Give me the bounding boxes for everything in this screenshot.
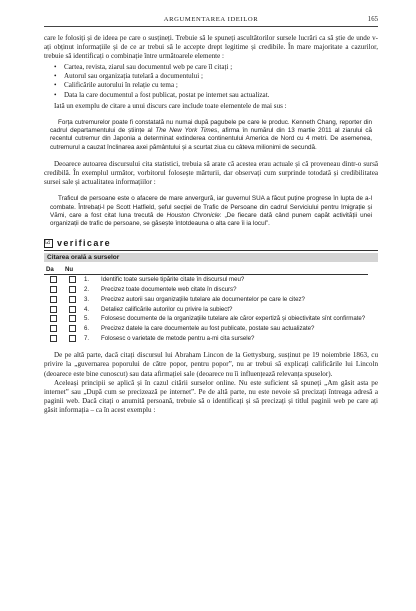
- bullet-icon: •: [54, 90, 57, 99]
- item-number: 2.: [84, 286, 90, 294]
- list-item: [54, 63, 378, 72]
- item-number: 3.: [84, 295, 90, 303]
- list-item-text: Calificările autorului în relație cu tema ;: [64, 81, 178, 90]
- table-row: [44, 275, 368, 285]
- item-text: Detaliez calificările autorilor cu privire la subiect?: [101, 305, 233, 313]
- bullet-icon: •: [54, 72, 57, 81]
- quote-text: , afirma în numărul din 13 martie 2011 al ziarului că recentul cutremur din Japonia a determinat extinderea continentului America de Nord cu 4 metri. De asemenea, cutremurul a cauzat înclinarea axei pământului și a scurtat ziua cu câteva milionimi de secundă.: [50, 127, 372, 151]
- column-nu: Nu: [63, 266, 82, 275]
- source-elements-list: [44, 63, 378, 99]
- quote-trafic: [44, 195, 378, 228]
- bullet-icon: •: [54, 63, 57, 72]
- verificare-title: verificare: [57, 238, 112, 249]
- bullet-icon: •: [54, 81, 57, 90]
- checkbox-da[interactable]: [50, 306, 57, 313]
- running-header: [44, 0, 378, 30]
- running-title: ARGUMENTAREA IDEILOR: [163, 16, 259, 23]
- quote-cutremur: [44, 119, 378, 152]
- list-item-text: Data la care documentul a fost publicat, postat pe internet sau actualizat.: [64, 90, 270, 99]
- checkbox-da[interactable]: [50, 276, 57, 283]
- checkbox-nu[interactable]: [69, 276, 76, 283]
- verificare-heading: [44, 238, 378, 248]
- checkbox-nu[interactable]: [69, 296, 76, 303]
- checkbox-da[interactable]: [50, 335, 57, 342]
- header-rule: [44, 26, 378, 27]
- list-item: [54, 81, 378, 90]
- list-item: [54, 91, 378, 100]
- item-number: 4.: [84, 305, 90, 313]
- intro-paragraph: care le folosiți și de ideea pe care o susțineți. Trebuie să le spuneți ascultătorilor sursele lucrări ca să știe de unde v-ați obținut informațiile și de ce ar trebui să le accepte drept legitime și credibile. În mare majoritate a cazurilor, trebuie să identificați o combinație între următoarele elemente :: [44, 34, 378, 61]
- list-item-text: Autorul sau organizația tutelară a documentului ;: [64, 72, 203, 81]
- verificare-rule: [44, 250, 378, 251]
- quote-source-italic: Houston Chronicle: [166, 211, 220, 219]
- table-row: [44, 295, 368, 305]
- item-number: 1.: [84, 276, 90, 284]
- checkbox-da[interactable]: [50, 286, 57, 293]
- list-item: [54, 72, 378, 81]
- checklist-subheading: Citarea orală a surselor: [44, 253, 378, 262]
- paragraph-lincoln: De pe altă parte, dacă citați discursul lui Abraham Lincon de la Gettysburg, susținut pe 19 noiembrie 1863, cu privire la „guvernarea poporului de către popor, pentru popor”, nu ar trebui să explicați calificările lui Lincoln (deoarece este bine cunoscut) sau data afirmației sale (deoarece nu îi influențează relevanța spuselor).: [44, 351, 378, 378]
- item-text: Precizez autorii sau organizațiile tutelare ale documentelor pe care le citez?: [101, 295, 305, 303]
- checkbox-da[interactable]: [50, 325, 57, 332]
- table-row: [44, 334, 368, 344]
- checkbox-da[interactable]: [50, 315, 57, 322]
- item-text: Folosesc documente de la organizațiile tutelare ale căror expertiză și obiectivitate sînt confirmate?: [101, 315, 366, 323]
- item-text: Folosesc o varietate de metode pentru a-mi cita sursele?: [101, 334, 255, 342]
- item-text: Precizez toate documentele web citate în discurs?: [101, 286, 237, 294]
- item-number: 6.: [84, 324, 90, 332]
- paragraph-online-sources: Aceleași principii se aplică și în cazul citării surselor online. Nu este suficient să spuneți „Am găsit asta pe internet” sau „După cum se precizează pe internet”. Pe de altă parte, nu este nevoie să precizați întreaga adresă a paginii web. Dacă citați o anumită persoană, trebuie să o identificați și să precizați și titlul paginii web pe care ați găsit informația – ca în acest exemplu :: [44, 378, 378, 414]
- item-text: Identific toate sursele tipărite citate în discursul meu?: [101, 276, 245, 284]
- table-row: [44, 324, 368, 334]
- example-intro: Iată un exemplu de citare a unui discurs care include toate elementele de mai sus :: [54, 101, 287, 110]
- item-number: 7.: [84, 334, 90, 342]
- table-row: [44, 285, 368, 295]
- page-number: 165: [367, 16, 378, 23]
- quote-text: Forța cutremurelor poate fi constatată nu numai după pagubele pe care le produc. Kenneth Chang, reporter din cadrul departamentului de științe al: [50, 118, 372, 135]
- list-item-text: Cartea, revista, ziarul sau documentul web pe care îl citați ;: [64, 63, 233, 72]
- checkbox-nu[interactable]: [69, 335, 76, 342]
- quote-source-italic: The New York Times: [155, 127, 218, 135]
- checklist-table: [44, 266, 368, 343]
- quote-text: : „De fiecare dată când punem capăt activității unei organizații de trafic de persoane, se găsește întotdeauna o alta care îi ia locul”.: [50, 211, 372, 228]
- checkbox-nu[interactable]: [69, 306, 76, 313]
- table-row: [44, 314, 368, 324]
- quote-text: Traficul de persoane este o afacere de mare anvergură, iar guvernul SUA a făcut puține progrese în lupta de a-l combate. Întrebați-l pe Scott Hatfield, șeful secției de Trafic de Persoane din cadrul Serviciului pentru Imigrație și Vămi, care a fost citat luna trecută de: [50, 195, 372, 219]
- column-da: Da: [44, 266, 63, 275]
- item-number: 5.: [84, 315, 90, 323]
- table-header-row: [44, 266, 368, 275]
- checkbox-nu[interactable]: [69, 315, 76, 322]
- paragraph-statistics: Deoarece autoarea discursului cita statistici, trebuia să arate că acestea erau actuale și că proveneau dintr-o sursă credibilă. În exemplul următor, vorbitorul folosește mărturii, dar observați cum surprinde totodată și credibilitatea sursei sale și actualitatea informațiilor :: [44, 159, 378, 187]
- item-text: Precizez datele la care documentele au fost publicate, postate sau actualizate?: [101, 324, 315, 332]
- checkmark-icon: ☑: [45, 240, 52, 247]
- checkbox-da[interactable]: [50, 296, 57, 303]
- checkbox-nu[interactable]: [69, 286, 76, 293]
- checkbox-nu[interactable]: [69, 325, 76, 332]
- table-row: [44, 305, 368, 315]
